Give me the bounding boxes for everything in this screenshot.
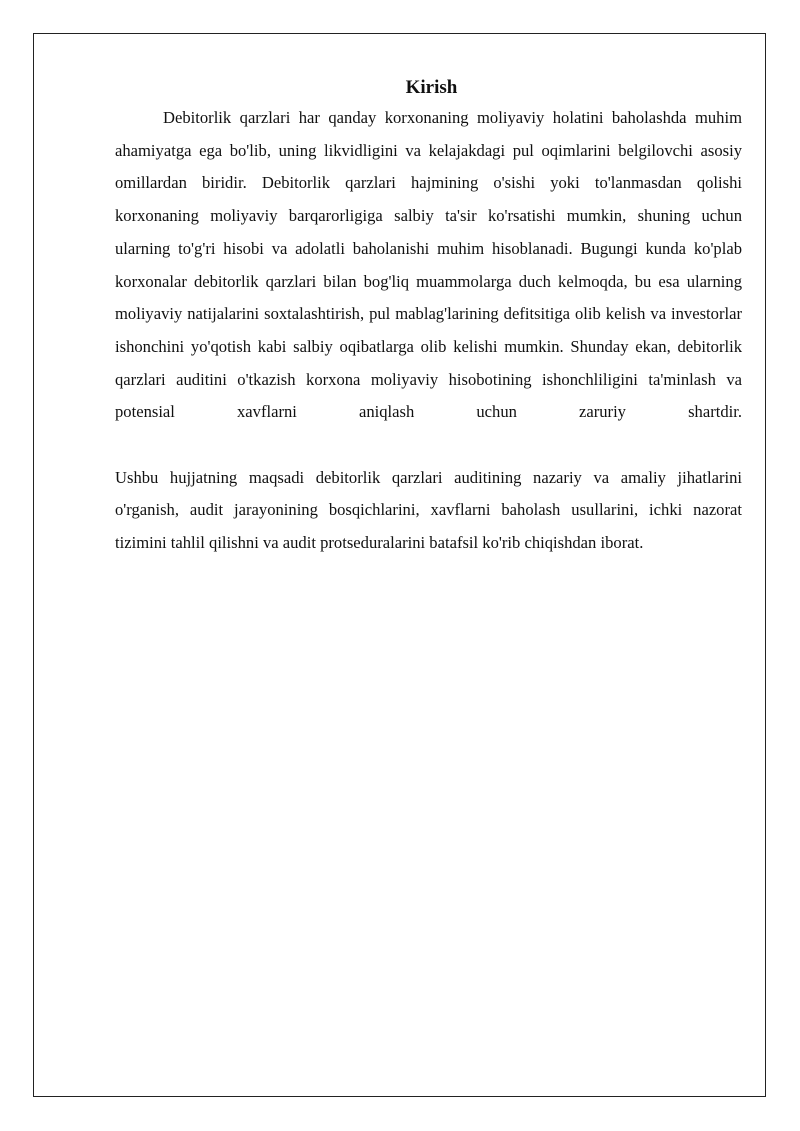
document-title: Kirish xyxy=(405,77,458,98)
document-body xyxy=(115,74,742,560)
paragraph-spacer xyxy=(115,429,742,462)
purpose-paragraph: Ushbu hujjatning maqsadi debitorlik qarzlari auditining nazariy va amaliy jihatlarini o'rganish, audit jarayonining bosqichlarini, xavflarni baholash usullarini, ichki nazorat tizimini tahlil qilishni va audit protseduralarini batafsil ko'rib chiqishdan iborat. xyxy=(115,467,742,553)
intro-paragraph: Debitorlik qarzlari har qanday korxonaning moliyaviy holatini baholashda muhim ahamiyatga ega bo'lib, uning likvidligini va kelajakdagi pul oqimlarini belgilovchi asosiy omillardan biridir. Debitorlik qarzlari hajmining o'sishi yoki to'lanmasdan qolishi korxonaning moliyaviy barqarorligiga salbiy ta'sir ko'rsatishi mumkin, shuning uchun ularning to'g'ri hisobi va adolatli baholanishi muhim hisoblanadi. Bugungi kunda ko'plab korxonalar debitorlik qarzlari bilan bog'liq muammolarga duch kelmoqda, bu esa ularning moliyaviy natijalarini soxtalashtirish, pul mablag'larining defitsitiga olib kelish va investorlar ishonchini yo'qotish kabi salbiy oqibatlarga olib kelishi mumkin. Shunday ekan, debitorlik qarzlari auditini o'tkazish korxona moliyaviy hisobotining ishonchliligini ta'minlash va potensial xavflarni aniqlash uchun zaruriy shartdir. xyxy=(115,108,742,422)
